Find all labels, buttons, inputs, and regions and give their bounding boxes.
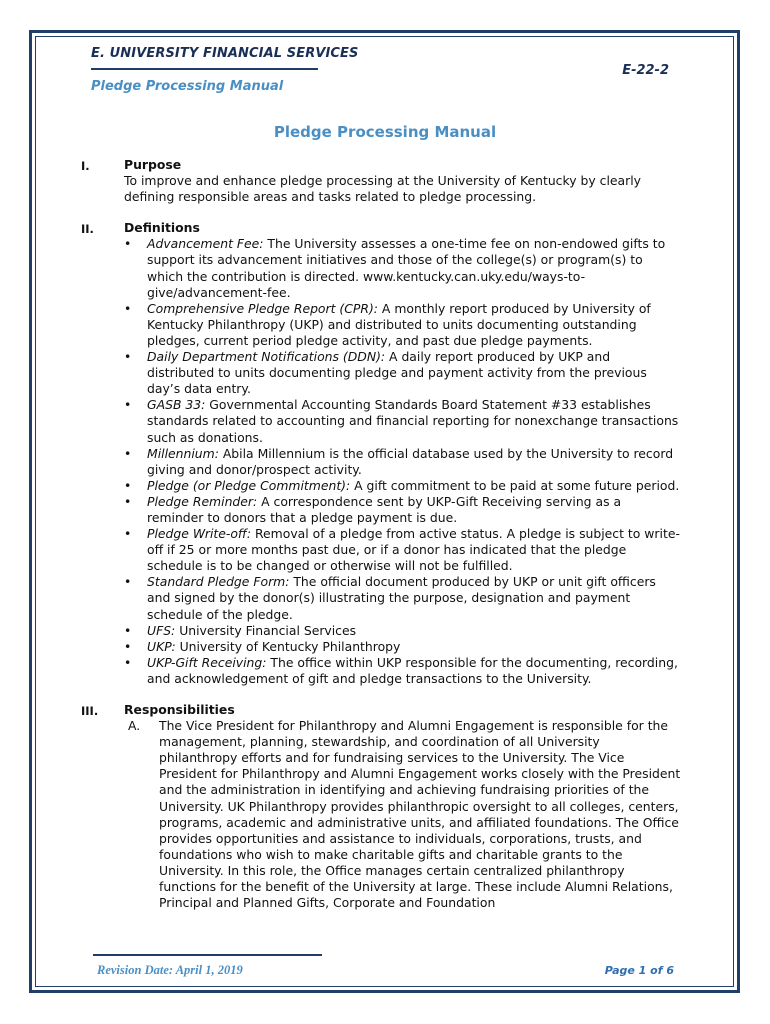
responsibility-item — [124, 718, 681, 911]
definition-term: Pledge (or Pledge Commitment): — [147, 477, 351, 493]
section-definitions — [81, 220, 681, 687]
definition-text: The official document produced by UKP or unit gift officers and signed by the donor(s) illustrating the purpose, designation and payment schedule of the pledge. — [147, 574, 656, 622]
bullet-icon: • — [124, 526, 132, 542]
bullet-icon: • — [124, 397, 132, 413]
definition-term: Standard Pledge Form: — [147, 574, 290, 590]
responsibility-letter: A. — [128, 718, 141, 734]
header-title: E. UNIVERSITY FINANCIAL SERVICES — [91, 46, 359, 61]
section-purpose — [81, 157, 681, 205]
header-subtitle: Pledge Processing Manual — [91, 79, 284, 94]
bullet-icon: • — [124, 574, 132, 590]
definition-term: Millennium: — [147, 445, 219, 461]
bullet-icon: • — [124, 493, 132, 509]
bullet-icon: • — [124, 622, 132, 638]
responsibilities-list — [124, 718, 681, 911]
definition-item — [124, 349, 681, 397]
definition-term: Pledge Write-off: — [147, 526, 252, 542]
definition-text: A daily report produced by UKP and distributed to units documenting pledge and payment activity from the previous day’s data entry. — [147, 349, 647, 397]
section-text: To improve and enhance pledge processing at the University of Kentucky by clearly defining responsible areas and tasks related to pledge processing. — [124, 173, 641, 205]
definition-term: UKP: — [147, 638, 176, 654]
definition-text: Removal of a pledge from active status. A pledge is subject to write-off if 25 or more months past due, or if a donor has indicated that the pledge schedule is to be changed or otherwise will not be fulfilled. — [147, 526, 680, 574]
definition-term: Comprehensive Pledge Report (CPR): — [147, 300, 378, 316]
definition-term: Daily Department Notifications (DDN): — [147, 349, 386, 365]
definition-text: A correspondence sent by UKP-Gift Receiving serving as a reminder to donors that a pledge payment is due. — [147, 493, 622, 525]
header-rule — [91, 68, 318, 70]
definition-item — [124, 397, 681, 445]
definition-text: Governmental Accounting Standards Board Statement #33 establishes standards related to accounting and financial reporting for nonexchange transactions such as donations. — [147, 397, 679, 445]
section-number: I. — [81, 159, 90, 173]
definition-text: A monthly report produced by University of Kentucky Philanthropy (UKP) and distributed to units documenting outstanding pledges, current period pledge activity, and past due pledge payments. — [147, 300, 651, 348]
definition-text: A gift commitment to be paid at some future period. — [350, 477, 680, 493]
definition-item — [124, 655, 681, 687]
definition-term: UFS: — [147, 622, 176, 638]
definitions-list — [124, 236, 681, 687]
bullet-icon: • — [124, 236, 132, 252]
bullet-icon: • — [124, 654, 132, 670]
bullet-icon: • — [124, 445, 132, 461]
document-title: Pledge Processing Manual — [273, 123, 497, 141]
section-heading: Responsibilities — [124, 702, 235, 717]
definition-text: The office within UKP responsible for the documenting, recording, and acknowledgement of gift and pledge transactions to the University. — [147, 654, 678, 686]
section-heading: Definitions — [124, 220, 200, 236]
definition-item — [124, 494, 681, 526]
definition-item — [124, 446, 681, 478]
footer-rule — [93, 954, 322, 956]
definition-item — [124, 236, 681, 300]
section-number: III. — [81, 704, 99, 718]
bullet-icon: • — [124, 349, 132, 365]
definition-item — [124, 639, 681, 655]
definition-text: University of Kentucky Philanthropy — [175, 638, 401, 654]
document-body — [81, 157, 681, 926]
definition-text: University Financial Services — [175, 622, 357, 638]
definition-term: Pledge Reminder: — [147, 493, 258, 509]
definition-item — [124, 301, 681, 349]
page-number: Page 1 of 6 — [604, 964, 674, 977]
definition-text: The University assesses a one-time fee on non-endowed gifts to support its advancement initiatives and those of the college(s) or program(s) to which the contribution is directed. www.kentucky.can.uky.edu/ways-to-give/advancement-fee. — [147, 236, 666, 300]
section-responsibilities — [81, 702, 681, 911]
section-number: II. — [81, 222, 94, 237]
section-heading: Purpose — [124, 157, 182, 172]
definition-item — [124, 574, 681, 622]
document-code: E-22-2 — [622, 63, 669, 78]
definition-item — [124, 526, 681, 574]
revision-date: Revision Date: April 1, 2019 — [97, 963, 243, 977]
bullet-icon: • — [124, 477, 132, 493]
responsibility-text: The Vice President for Philanthropy and Alumni Engagement is responsible for the management, planning, stewardship, and coordination of all University philanthropy efforts and for fundraising services to the University. The Vice President for Philanthropy and Alumni Engagement works closely with the President and the administration in identifying and achieving fundraising priorities of the University. UK Philanthropy provides philanthropic oversight to all colleges, centers, programs, academic and administrative units, and affiliated foundations. The Office provides opportunities and assistance to individuals, corporations, trusts, and foundations who wish to make charitable gifts and charitable grants to the University. In this role, the Office manages certain centralized philanthropy functions for the benefit of the University at large. These include Alumni Relations, Principal and Planned Gifts, Corporate and Foundation — [159, 718, 681, 911]
definition-item — [124, 478, 681, 494]
definition-term: Advancement Fee: — [147, 236, 264, 252]
definition-term: GASB 33: — [147, 397, 206, 413]
definition-text: Abila Millennium is the official database used by the University to record giving and donor/prospect activity. — [147, 445, 674, 477]
bullet-icon: • — [124, 638, 132, 654]
bullet-icon: • — [124, 300, 132, 316]
definition-item — [124, 623, 681, 639]
definition-term: UKP-Gift Receiving: — [147, 654, 267, 670]
